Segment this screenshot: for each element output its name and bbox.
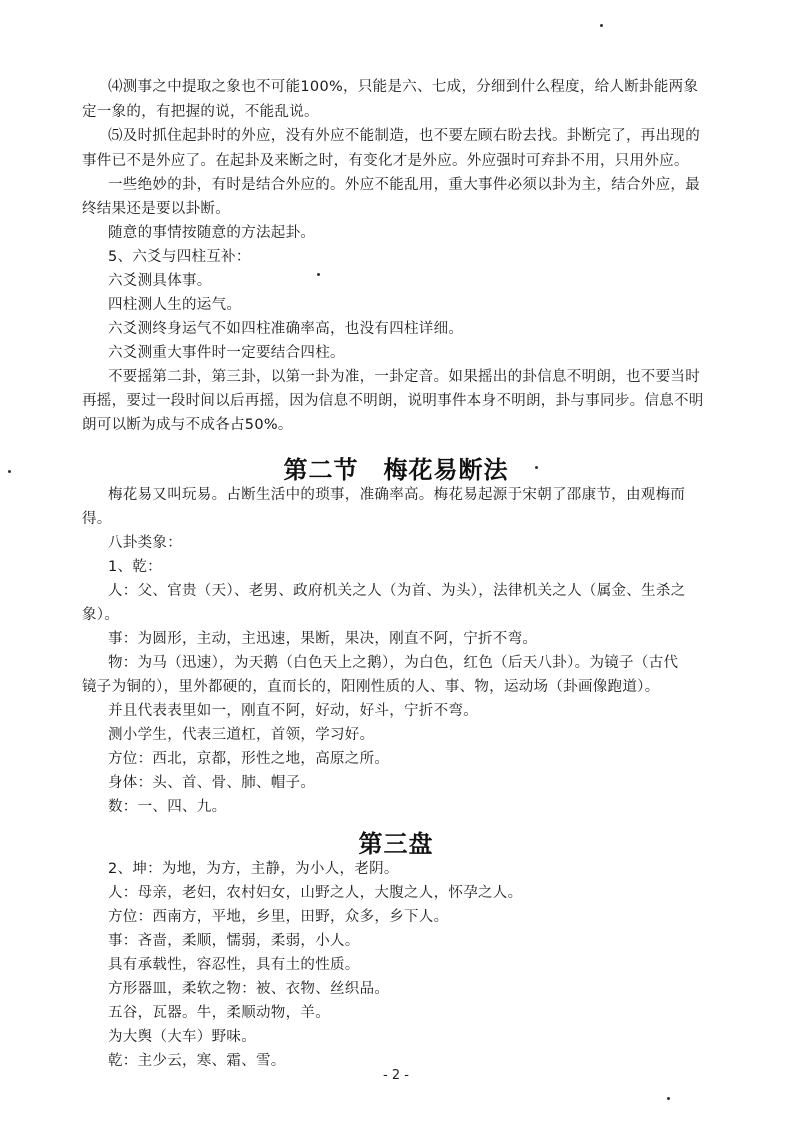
text-line: 四柱测人生的运气。 — [108, 297, 242, 313]
text-line: 终结果还是要以卦断。 — [82, 201, 230, 217]
text-line: 测小学生，代表三道杠，首领，学习好。 — [108, 727, 375, 743]
text-line: 事：为圆形，主动，主迅速，果断，果决，刚直不阿，宁折不弯。 — [108, 631, 538, 647]
text-line: 再摇，要过一段时间以后再摇，因为信息不明朗，说明事件本身不明朗，卦与事同步。信息不明 — [82, 393, 704, 409]
section-heading: 第三盘 — [358, 830, 434, 858]
text-line: 方位：西南方，平地，乡里，田野，众多，乡下人。 — [108, 909, 449, 925]
text-line: 一些绝妙的卦，有时是结合外应的。外应不能乱用，重大事件必须以卦为主，结合外应，最 — [108, 177, 700, 193]
text-line: 梅花易又叫玩易。占断生活中的琐事，准确率高。梅花易起源于宋朝了邵康节，由观梅而 — [108, 487, 686, 503]
text-line: 象）。 — [82, 607, 120, 623]
text-line: 身体：头、首、骨、肺、帽子。 — [108, 775, 316, 791]
text-line: ⑸及时抓住起卦时的外应，没有外应不能制造，也不要左顾右盼去找。卦断完了，再出现的 — [108, 128, 700, 144]
text-line: 随意的事情按随意的方法起卦。 — [108, 225, 316, 241]
text-line: 事：吝啬，柔顺，懦弱，柔弱，小人。 — [108, 933, 360, 949]
page-number: - 2 - — [383, 1068, 409, 1083]
text-line: 五谷，瓦器。牛，柔顺动物，羊。 — [108, 1005, 330, 1021]
text-line: 乾：主少云，寒、霜、雪。 — [108, 1053, 286, 1069]
text-line: 1、乾： — [108, 559, 162, 575]
text-line: 八卦类象： — [108, 535, 182, 551]
text-line: 方位：西北，京都，形性之地，高原之所。 — [108, 751, 390, 767]
text-line: 人：母亲，老妇，农村妇女，山野之人，大腹之人，怀孕之人。 — [108, 885, 523, 901]
scan-speck — [667, 1097, 670, 1100]
text-line: 六爻测终身运气不如四柱准确率高，也没有四柱详细。 — [108, 321, 464, 337]
text-line: 得。 — [82, 511, 112, 527]
scan-speck — [600, 24, 603, 27]
text-line: 六爻测重大事件时一定要结合四柱。 — [108, 345, 345, 361]
text-line: 数：一、四、九。 — [108, 799, 227, 815]
text-line: 方形器皿，柔软之物：被、衣物、丝织品。 — [108, 981, 390, 997]
text-line: 不要摇第二卦，第三卦，以第一卦为准，一卦定音。如果摇出的卦信息不明朗，也不要当时 — [108, 369, 700, 385]
scan-speck — [8, 470, 11, 473]
text-line: 六爻测具体事。 — [108, 273, 212, 289]
text-line: 朗可以断为成与不成各占50%。 — [82, 417, 293, 433]
text-line: 人：父、官贵（天）、老男、政府机关之人（为首、为头），法律机关之人（属金、生杀之 — [108, 583, 686, 599]
text-line: 物：为马（迅速），为天鹅（白色天上之鹅），为白色，红色（后天八卦）。为镜子（古代 — [108, 655, 679, 671]
text-line: ⑷测事之中提取之象也不可能100%，只能是六、七成，分细到什么程度，给人断卦能两象 — [108, 79, 699, 95]
text-line: 镜子为铜的），里外都硬的，直而长的，阳刚性质的人、事、物，运动场（卦画像跑道）。 — [82, 679, 660, 695]
text-line: 5、六爻与四柱互补： — [108, 249, 251, 265]
text-line: 2、坤：为地，为方，主静，为小人，老阴。 — [108, 861, 399, 877]
scan-speck — [535, 466, 538, 469]
section-heading: 第二节 梅花易断法 — [283, 456, 509, 484]
text-line: 定一象的，有把握的说，不能乱说。 — [82, 104, 319, 120]
text-line: 为大舆（大车）野味。 — [108, 1029, 256, 1045]
text-line: 具有承载性，容忍性，具有土的性质。 — [108, 957, 360, 973]
scan-speck — [317, 273, 320, 276]
text-line: 并且代表表里如一，刚直不阿，好动，好斗，宁折不弯。 — [108, 703, 478, 719]
text-line: 事件已不是外应了。在起卦及来断之时，有变化才是外应。外应强时可弃卦不用，只用外应。 — [82, 153, 689, 169]
